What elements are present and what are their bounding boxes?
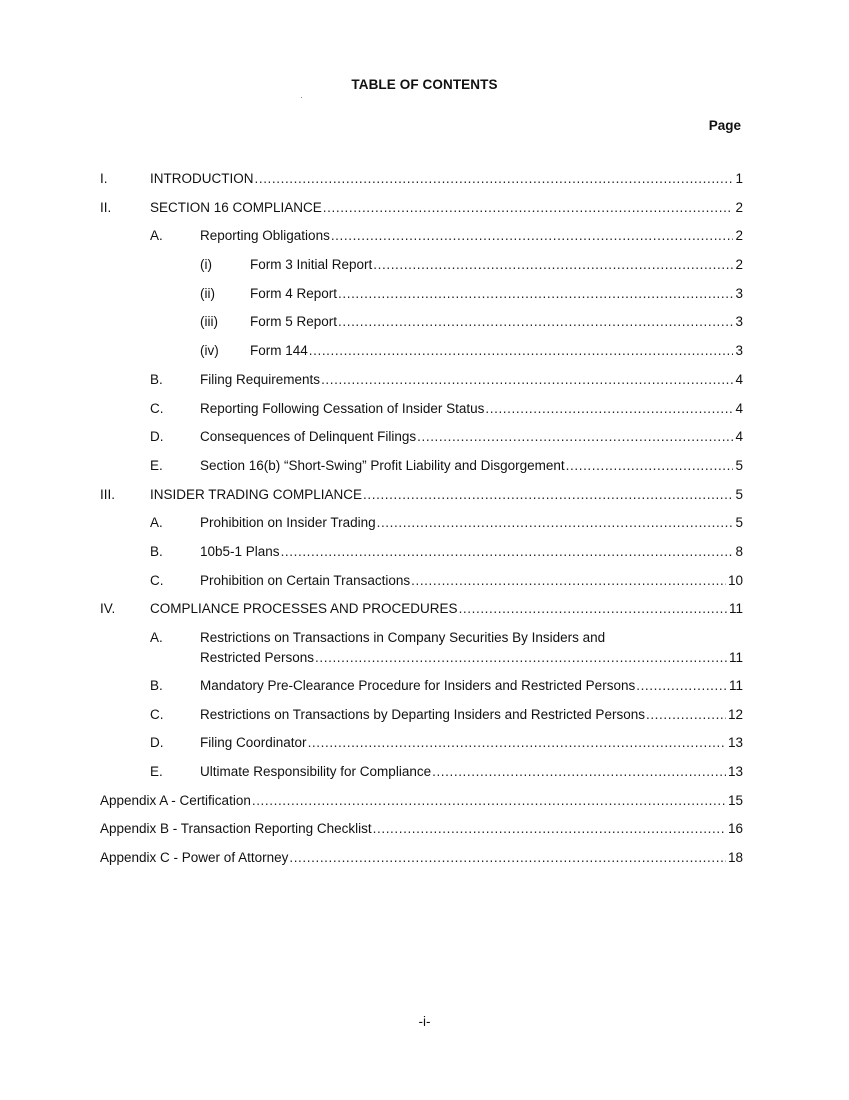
toc-entry-page: 2: [735, 228, 743, 244]
toc-entry-title: SECTION 16 COMPLIANCE: [150, 199, 322, 215]
dot-leader: [646, 707, 726, 722]
toc-entry-title: Appendix A - Certification: [100, 792, 251, 808]
toc-entry-number: (i): [200, 257, 212, 273]
stray-mark: [301, 97, 302, 98]
toc-entry-page: 1: [735, 171, 743, 186]
dot-leader: [255, 171, 734, 186]
toc-entry-page: 3: [735, 314, 743, 330]
toc-entry-title: Filing Coordinator: [200, 735, 307, 751]
toc-entry-title-line1: Restrictions on Transactions in Company Securities By Insiders and: [200, 630, 606, 645]
toc-entry[interactable]: [100, 707, 743, 736]
toc-entry-page: 10: [727, 572, 743, 588]
toc-entry-number: (ii): [200, 285, 215, 301]
dot-leader: [417, 429, 733, 444]
toc-entry-number: A.: [150, 515, 163, 531]
toc-title: TABLE OF CONTENTS: [351, 77, 498, 92]
toc-entry-title: Ultimate Responsibility for Compliance: [200, 764, 432, 780]
dot-leader: [373, 821, 726, 836]
toc-entry-title: Prohibition on Insider Trading: [200, 515, 376, 531]
dot-leader: [323, 200, 734, 215]
toc-entry[interactable]: [100, 458, 743, 487]
toc-entry-title: Restricted Persons: [200, 650, 315, 665]
toc-entry-title: Section 16(b) “Short-Swing” Profit Liability and Disgorgement: [200, 457, 565, 473]
toc-entry-number: C.: [150, 572, 164, 588]
toc-entry-page: 4: [735, 400, 743, 416]
toc-entry-title: Appendix B - Transaction Reporting Checklist: [100, 821, 372, 837]
toc-entry-number: D.: [150, 429, 164, 445]
toc-entry-page: 11: [728, 650, 743, 665]
toc-entry-page: 8: [735, 543, 743, 559]
dot-leader: [432, 764, 726, 779]
dot-leader: [321, 372, 733, 387]
toc-entry-number: (iii): [200, 314, 218, 330]
toc-entry[interactable]: [100, 257, 743, 286]
toc-entry-number: II.: [100, 199, 112, 215]
toc-entry[interactable]: [100, 429, 743, 458]
toc-entry-title: Prohibition on Certain Transactions: [200, 572, 411, 588]
toc-entry-title: Consequences of Delinquent Filings: [200, 429, 417, 445]
toc-entry-title: 10b5-1 Plans: [200, 543, 280, 559]
dot-leader: [309, 343, 734, 358]
toc-entry-number: E.: [150, 764, 163, 780]
dot-leader: [289, 850, 726, 865]
dot-leader: [338, 286, 733, 301]
toc-entry[interactable]: [100, 515, 743, 544]
toc-entry[interactable]: [100, 544, 743, 573]
toc-entry-number: A.: [150, 630, 163, 645]
toc-entry-number: D.: [150, 735, 164, 751]
toc-entry[interactable]: [100, 573, 743, 602]
toc-entry-title: Reporting Following Cessation of Insider Status: [200, 400, 485, 416]
toc-entry-number: C.: [150, 706, 164, 722]
toc-entry[interactable]: [100, 630, 743, 678]
toc-entry-page: 2: [735, 257, 743, 273]
toc-entry-page: 18: [727, 850, 743, 866]
toc-list: [100, 171, 743, 879]
toc-entry-title: Reporting Obligations: [200, 228, 330, 244]
toc-entry-page: 11: [728, 678, 743, 693]
toc-entry-number: E.: [150, 457, 163, 473]
toc-entry-number: B.: [150, 371, 163, 387]
toc-entry-page: 2: [735, 199, 743, 215]
toc-entry-title: INTRODUCTION: [150, 171, 254, 186]
toc-entry-number: B.: [150, 543, 163, 559]
footer-page-number: -i-: [418, 1014, 431, 1029]
toc-entry-page: 16: [727, 821, 743, 837]
toc-entry-number: IV.: [100, 601, 116, 617]
dot-leader: [485, 401, 733, 416]
dot-leader: [281, 544, 734, 559]
toc-entry-title: Restrictions on Transactions by Departing Insiders and Restricted Persons: [200, 706, 645, 722]
toc-entry-title: Form 144: [250, 343, 308, 359]
dot-leader: [377, 515, 734, 530]
dot-leader: [411, 573, 726, 588]
toc-entry-title: Filing Requirements: [200, 371, 321, 387]
dot-leader: [331, 228, 734, 243]
toc-entry[interactable]: [100, 735, 743, 764]
toc-entry[interactable]: [100, 401, 743, 430]
toc-entry-page: 11: [728, 601, 743, 617]
toc-entry-page: 3: [735, 343, 743, 359]
dot-leader: [636, 678, 727, 693]
toc-entry[interactable]: [100, 314, 743, 343]
dot-leader: [252, 793, 726, 808]
toc-entry[interactable]: [100, 678, 743, 707]
toc-entry[interactable]: [100, 850, 743, 879]
toc-entry[interactable]: [100, 200, 743, 229]
toc-entry-number: A.: [150, 228, 163, 244]
toc-entry[interactable]: [100, 286, 743, 315]
dot-leader: [315, 650, 727, 665]
toc-entry[interactable]: [100, 821, 743, 850]
toc-entry-page: 5: [735, 486, 743, 502]
toc-entry[interactable]: [100, 171, 743, 200]
page-column-header: Page: [708, 118, 741, 133]
dot-leader: [308, 735, 726, 750]
dot-leader: [338, 314, 733, 329]
toc-entry[interactable]: [100, 793, 743, 822]
toc-entry-number: III.: [100, 486, 116, 502]
toc-entry-number: (iv): [200, 343, 219, 359]
dot-leader: [373, 257, 733, 272]
toc-entry-page: 13: [727, 764, 743, 780]
toc-entry-title: Form 5 Report: [250, 314, 338, 330]
toc-entry-page: 4: [735, 371, 743, 387]
toc-entry-number: B.: [150, 678, 163, 693]
toc-entry-title: Appendix C - Power of Attorney: [100, 850, 289, 866]
toc-entry[interactable]: [100, 228, 743, 257]
dot-leader: [363, 487, 733, 502]
toc-entry-page: 4: [735, 429, 743, 445]
toc-entry-number: C.: [150, 400, 164, 416]
toc-entry[interactable]: [100, 343, 743, 372]
toc-entry[interactable]: [100, 372, 743, 401]
toc-entry[interactable]: [100, 764, 743, 793]
toc-entry-page: 13: [727, 735, 743, 751]
dot-leader: [566, 458, 734, 473]
toc-entry-page: 5: [735, 457, 743, 473]
toc-entry-title: Form 3 Initial Report: [250, 257, 373, 273]
toc-entry-title: Mandatory Pre-Clearance Procedure for Insiders and Restricted Persons: [200, 678, 636, 693]
toc-entry[interactable]: [100, 601, 743, 630]
toc-entry[interactable]: [100, 487, 743, 516]
dot-leader: [459, 601, 727, 616]
toc-entry-page: 12: [727, 706, 743, 722]
toc-entry-page: 15: [727, 792, 743, 808]
toc-entry-page: 5: [735, 515, 743, 531]
toc-entry-number: I.: [100, 171, 108, 186]
toc-entry-title: COMPLIANCE PROCESSES AND PROCEDURES: [150, 601, 458, 617]
toc-entry-title: Form 4 Report: [250, 285, 338, 301]
toc-entry-page: 3: [735, 285, 743, 301]
toc-entry-title: INSIDER TRADING COMPLIANCE: [150, 486, 363, 502]
